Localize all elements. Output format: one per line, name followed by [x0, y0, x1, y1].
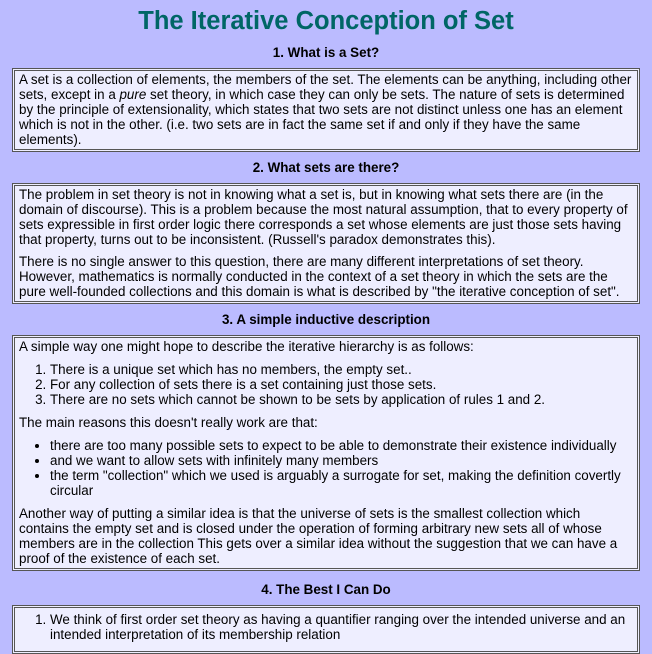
list-item: 1. There is a unique set which has no members, the empty set.. — [50, 362, 632, 377]
paragraph: There is no single answer to this question, there are many different interpretations of set theory. However, mathematics is normally conducted in the context of a set theory in which the sets are the pure well-founded collections and this domain is what is described by "the iterative conception of set". — [19, 254, 620, 299]
section-what-sets-are-there — [0, 152, 652, 304]
section-heading: 4. The Best I Can Do — [261, 582, 391, 597]
paragraph-text: A set is a collection of elements, the members of the set. The elements can be anything, including other sets, except in a — [19, 72, 632, 102]
list-item: 3. There are no sets which cannot be shown to be sets by application of rules 1 and 2. — [50, 392, 632, 407]
list-item: • there are too many possible sets to expect to be able to demonstrate their existence individually — [50, 438, 632, 453]
rules-list — [19, 362, 632, 407]
emphasis-text: pure — [119, 87, 147, 102]
list-item: 1. We think of first order set theory as having a quantifier ranging over the intended universe and an intended interpretation of its membership relation — [50, 612, 632, 642]
section-heading: 1. What is a Set? — [272, 45, 380, 60]
section-box — [12, 335, 640, 571]
best-list — [19, 612, 632, 642]
paragraph: The problem in set theory is not in knowing what a set is, but in knowing what sets there are (in the domain of discourse). This is a problem because the most natural assumption, that to every property of sets expressible in first order logic there corresponds a set whose elements are just those sets having that property, turns out to be inconsistent. (Russell's paradox demonstrates this). — [19, 187, 628, 247]
list-item: • the term "collection" which we used is arguably a surrogate for set, making the definition covertly circular — [50, 468, 632, 498]
paragraph: The main reasons this doesn't really work are that: — [19, 415, 318, 430]
section-heading: 3. A simple inductive description — [221, 312, 431, 327]
section-best-i-can-do — [0, 571, 652, 654]
paragraph: Another way of putting a similar idea is that the universe of sets is the smallest collection which contains the empty set and is closed under the operation of forming arbitrary new sets all of whose members are in the collection This gets over a similar idea without the suggestion that we can have a proof of the existence of each set. — [19, 506, 618, 566]
page-title: The Iterative Conception of Set — [138, 7, 514, 35]
list-item: • and we want to allow sets with infinitely many members — [50, 453, 632, 468]
section-box — [12, 68, 640, 152]
list-item: 2. For any collection of sets there is a set containing just those sets. — [50, 377, 632, 392]
section-box — [12, 605, 640, 654]
reasons-list — [19, 438, 632, 498]
section-simple-inductive-description — [0, 304, 652, 571]
paragraph — [19, 72, 632, 147]
paragraph: A simple way one might hope to describe the iterative hierarchy is as follows: — [19, 339, 474, 354]
paragraph-text: set theory, in which case they can only be sets. The nature of sets is determined by the principle of extensionality, which states that two sets are not distinct unless one has an element which is not in the other. (i.e. two sets are in fact the same set if and only if they have the same elements). — [19, 87, 625, 147]
section-box — [12, 183, 640, 304]
section-heading: 2. What sets are there? — [252, 160, 400, 175]
section-what-is-a-set — [0, 40, 652, 152]
